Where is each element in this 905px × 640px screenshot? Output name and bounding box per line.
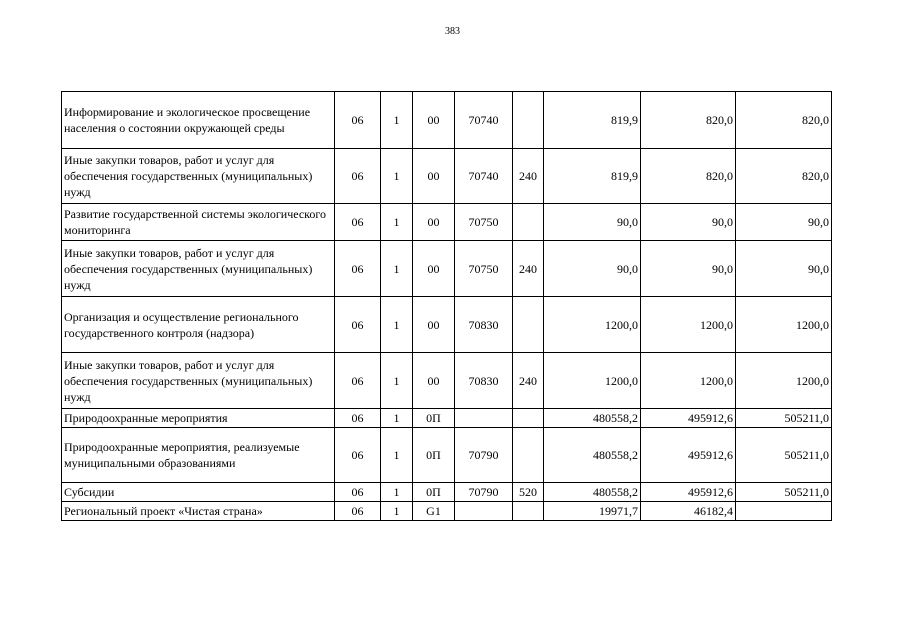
section-code: 06 bbox=[335, 297, 381, 353]
amount-year-2: 90,0 bbox=[641, 241, 736, 297]
program-code: 1 bbox=[381, 204, 413, 241]
amount-year-1: 480558,2 bbox=[544, 409, 641, 428]
subprogram-code: 00 bbox=[413, 204, 455, 241]
amount-year-3: 90,0 bbox=[736, 204, 832, 241]
expense-type-code: 240 bbox=[513, 241, 544, 297]
program-code: 1 bbox=[381, 428, 413, 483]
amount-year-1: 1200,0 bbox=[544, 353, 641, 409]
item-code: 70790 bbox=[455, 483, 513, 502]
amount-year-1: 90,0 bbox=[544, 204, 641, 241]
budget-table bbox=[61, 91, 832, 521]
amount-year-3: 505211,0 bbox=[736, 428, 832, 483]
row-name: Организация и осуществление регионального государственного контроля (надзора) bbox=[62, 297, 335, 353]
program-code: 1 bbox=[381, 241, 413, 297]
row-name: Иные закупки товаров, работ и услуг для обеспечения государственных (муниципальных) нужд bbox=[62, 241, 335, 297]
row-name: Региональный проект «Чистая страна» bbox=[62, 502, 335, 521]
table-row bbox=[62, 428, 832, 483]
expense-type-code bbox=[513, 297, 544, 353]
program-code: 1 bbox=[381, 149, 413, 204]
amount-year-1: 819,9 bbox=[544, 149, 641, 204]
amount-year-3: 90,0 bbox=[736, 241, 832, 297]
amount-year-3: 820,0 bbox=[736, 149, 832, 204]
subprogram-code: 00 bbox=[413, 241, 455, 297]
expense-type-code: 520 bbox=[513, 483, 544, 502]
row-name: Иные закупки товаров, работ и услуг для обеспечения государственных (муниципальных) нужд bbox=[62, 353, 335, 409]
row-name: Информирование и экологическое просвещение населения о состоянии окружающей среды bbox=[62, 92, 335, 149]
subprogram-code: G1 bbox=[413, 502, 455, 521]
amount-year-3: 1200,0 bbox=[736, 297, 832, 353]
subprogram-code: 00 bbox=[413, 353, 455, 409]
expense-type-code bbox=[513, 409, 544, 428]
section-code: 06 bbox=[335, 149, 381, 204]
amount-year-1: 480558,2 bbox=[544, 428, 641, 483]
item-code: 70790 bbox=[455, 428, 513, 483]
amount-year-3: 505211,0 bbox=[736, 483, 832, 502]
item-code: 70750 bbox=[455, 241, 513, 297]
amount-year-2: 495912,6 bbox=[641, 483, 736, 502]
subprogram-code: 0П bbox=[413, 483, 455, 502]
amount-year-2: 46182,4 bbox=[641, 502, 736, 521]
table-row bbox=[62, 241, 832, 297]
amount-year-2: 820,0 bbox=[641, 92, 736, 149]
item-code: 70830 bbox=[455, 353, 513, 409]
item-code bbox=[455, 502, 513, 521]
table-row bbox=[62, 502, 832, 521]
expense-type-code bbox=[513, 204, 544, 241]
item-code bbox=[455, 409, 513, 428]
table-row bbox=[62, 353, 832, 409]
amount-year-1: 819,9 bbox=[544, 92, 641, 149]
expense-type-code: 240 bbox=[513, 353, 544, 409]
amount-year-1: 90,0 bbox=[544, 241, 641, 297]
program-code: 1 bbox=[381, 297, 413, 353]
amount-year-1: 480558,2 bbox=[544, 483, 641, 502]
page-number: 383 bbox=[445, 26, 460, 37]
expense-type-code bbox=[513, 502, 544, 521]
program-code: 1 bbox=[381, 409, 413, 428]
item-code: 70750 bbox=[455, 204, 513, 241]
subprogram-code: 00 bbox=[413, 297, 455, 353]
item-code: 70740 bbox=[455, 149, 513, 204]
row-name: Субсидии bbox=[62, 483, 335, 502]
subprogram-code: 0П bbox=[413, 428, 455, 483]
amount-year-3: 820,0 bbox=[736, 92, 832, 149]
amount-year-2: 1200,0 bbox=[641, 353, 736, 409]
item-code: 70740 bbox=[455, 92, 513, 149]
row-name: Природоохранные мероприятия bbox=[62, 409, 335, 428]
amount-year-1: 19971,7 bbox=[544, 502, 641, 521]
section-code: 06 bbox=[335, 428, 381, 483]
amount-year-2: 495912,6 bbox=[641, 428, 736, 483]
section-code: 06 bbox=[335, 502, 381, 521]
item-code: 70830 bbox=[455, 297, 513, 353]
program-code: 1 bbox=[381, 353, 413, 409]
section-code: 06 bbox=[335, 92, 381, 149]
expense-type-code: 240 bbox=[513, 149, 544, 204]
subprogram-code: 0П bbox=[413, 409, 455, 428]
row-name: Развитие государственной системы экологического мониторинга bbox=[62, 204, 335, 241]
amount-year-1: 1200,0 bbox=[544, 297, 641, 353]
section-code: 06 bbox=[335, 241, 381, 297]
amount-year-3: 1200,0 bbox=[736, 353, 832, 409]
expense-type-code bbox=[513, 428, 544, 483]
table-row bbox=[62, 297, 832, 353]
program-code: 1 bbox=[381, 92, 413, 149]
row-name: Иные закупки товаров, работ и услуг для обеспечения государственных (муниципальных) нужд bbox=[62, 149, 335, 204]
program-code: 1 bbox=[381, 483, 413, 502]
section-code: 06 bbox=[335, 409, 381, 428]
table-row bbox=[62, 409, 832, 428]
program-code: 1 bbox=[381, 502, 413, 521]
row-name: Природоохранные мероприятия, реализуемые муниципальными образованиями bbox=[62, 428, 335, 483]
section-code: 06 bbox=[335, 353, 381, 409]
amount-year-3 bbox=[736, 502, 832, 521]
expense-type-code bbox=[513, 92, 544, 149]
amount-year-2: 820,0 bbox=[641, 149, 736, 204]
section-code: 06 bbox=[335, 483, 381, 502]
section-code: 06 bbox=[335, 204, 381, 241]
table-row bbox=[62, 204, 832, 241]
subprogram-code: 00 bbox=[413, 149, 455, 204]
amount-year-2: 90,0 bbox=[641, 204, 736, 241]
amount-year-2: 495912,6 bbox=[641, 409, 736, 428]
table-row bbox=[62, 483, 832, 502]
amount-year-3: 505211,0 bbox=[736, 409, 832, 428]
table-row bbox=[62, 92, 832, 149]
subprogram-code: 00 bbox=[413, 92, 455, 149]
amount-year-2: 1200,0 bbox=[641, 297, 736, 353]
table-row bbox=[62, 149, 832, 204]
